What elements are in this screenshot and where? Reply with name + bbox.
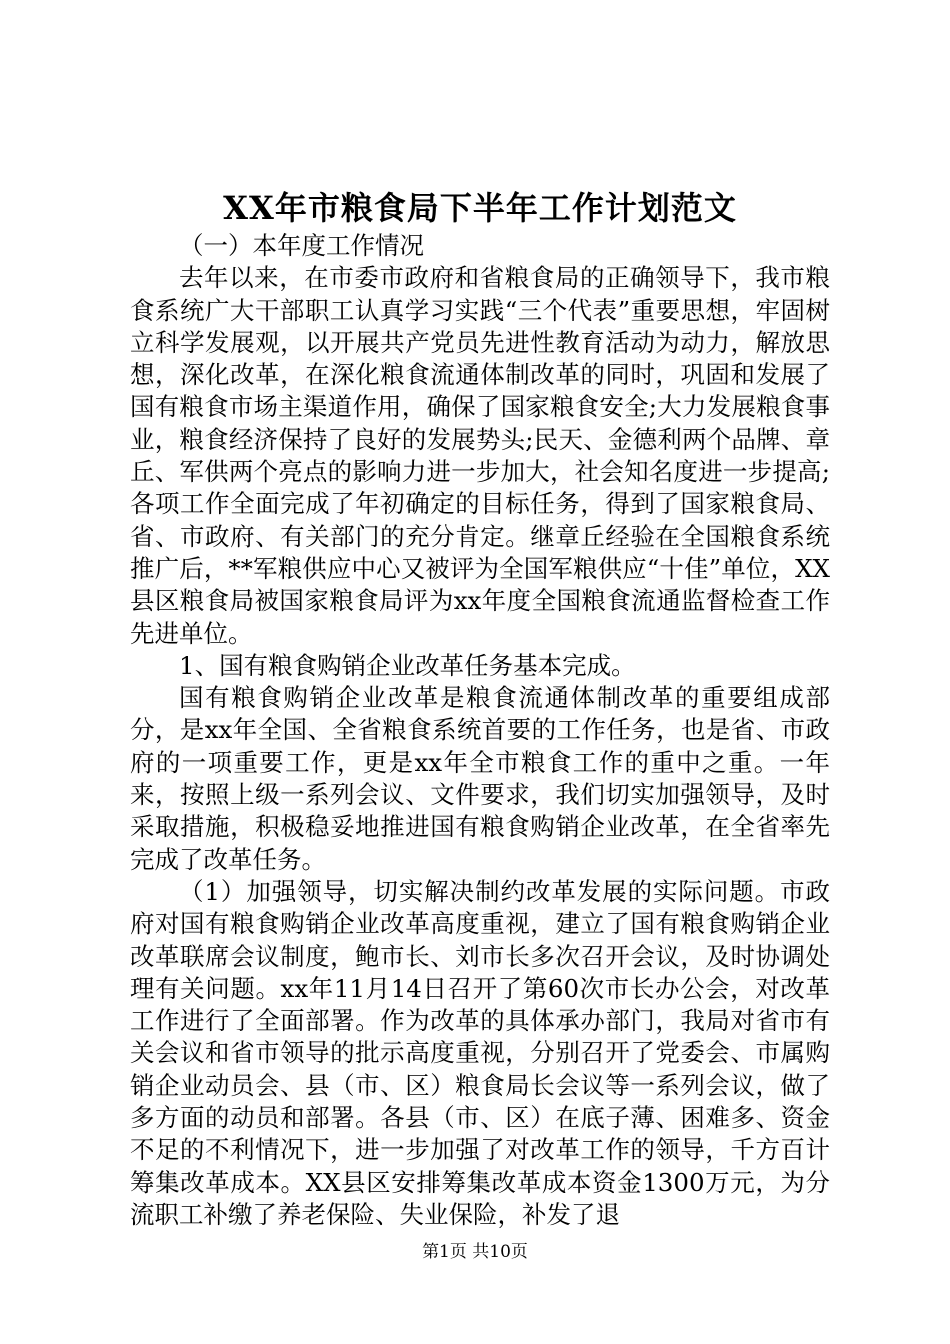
document-title: XX年市粮食局下半年工作计划范文 [223,189,737,227]
body-paragraph: （1）加强领导，切实解决制约改革发展的实际问题。市政府对国有粮食购销企业改革高度重视，建立了国有粮食购销企业改革联席会议制度，鲍市长、刘市长多次召开会议，及时协调处理有关问题。xx年11月14日召开了第60次市长办公会，对改革工作进行了全面部署。作为改革的具体承办部门，我局对省市有关会议和省市领导的批示高度重视，分别召开了党委会、市属购销企业动员会、县（市、区）粮食局长会议等一系列会议，做了多方面的动员和部署。各县（市、区）在底子薄、困难多、资金不足的不利情况下，进一步加强了对改革工作的领导，千方百计筹集改革成本。XX县区安排筹集改革成本资金1300万元，为分流职工补缴了养老保险、失业保险，补发了退 [130,876,830,1229]
body-paragraph: 国有粮食购销企业改革是粮食流通体制改革的重要组成部分，是xx年全国、全省粮食系统首要的工作任务，也是省、市政府的一项重要工作，更是xx年全市粮食工作的重中之重。一年来，按照上级一系列会议、文件要求，我们切实加强领导，及时采取措施，积极稳妥地推进国有粮食购销企业改革，在全省率先完成了改革任务。 [130,683,830,874]
section-heading: （一）本年度工作情况 [179,231,424,260]
document-body [130,230,830,1231]
subsection-heading: 1、国有粮食购销企业改革任务基本完成。 [179,650,636,680]
body-paragraph: 去年以来，在市委市政府和省粮食局的正确领导下，我市粮食系统广大干部职工认真学习实践“三个代表”重要思想，牢固树立科学发展观，以开展共产党员先进性教育活动为动力，解放思想，深化改革，在深化粮食流通体制改革的同时，巩固和发展了国有粮食市场主渠道作用，确保了国家粮食安全;大力发展粮食事业，粮食经济保持了良好的发展势头;民天、金德利两个品牌、章丘、军供两个亮点的影响力进一步加大，社会知名度进一步提高;各项工作全面完成了年初确定的目标任务，得到了国家粮食局、省、市政府、有关部门的充分肯定。继章丘经验在全国粮食系统推广后，**军粮供应中心又被评为全国军粮供应“十佳”单位，XX县区粮食局被国家粮食局评为xx年度全国粮食流通监督检查工作先进单位。 [130,263,830,648]
page-number-footer: 第1页 共10页 [422,1242,528,1262]
